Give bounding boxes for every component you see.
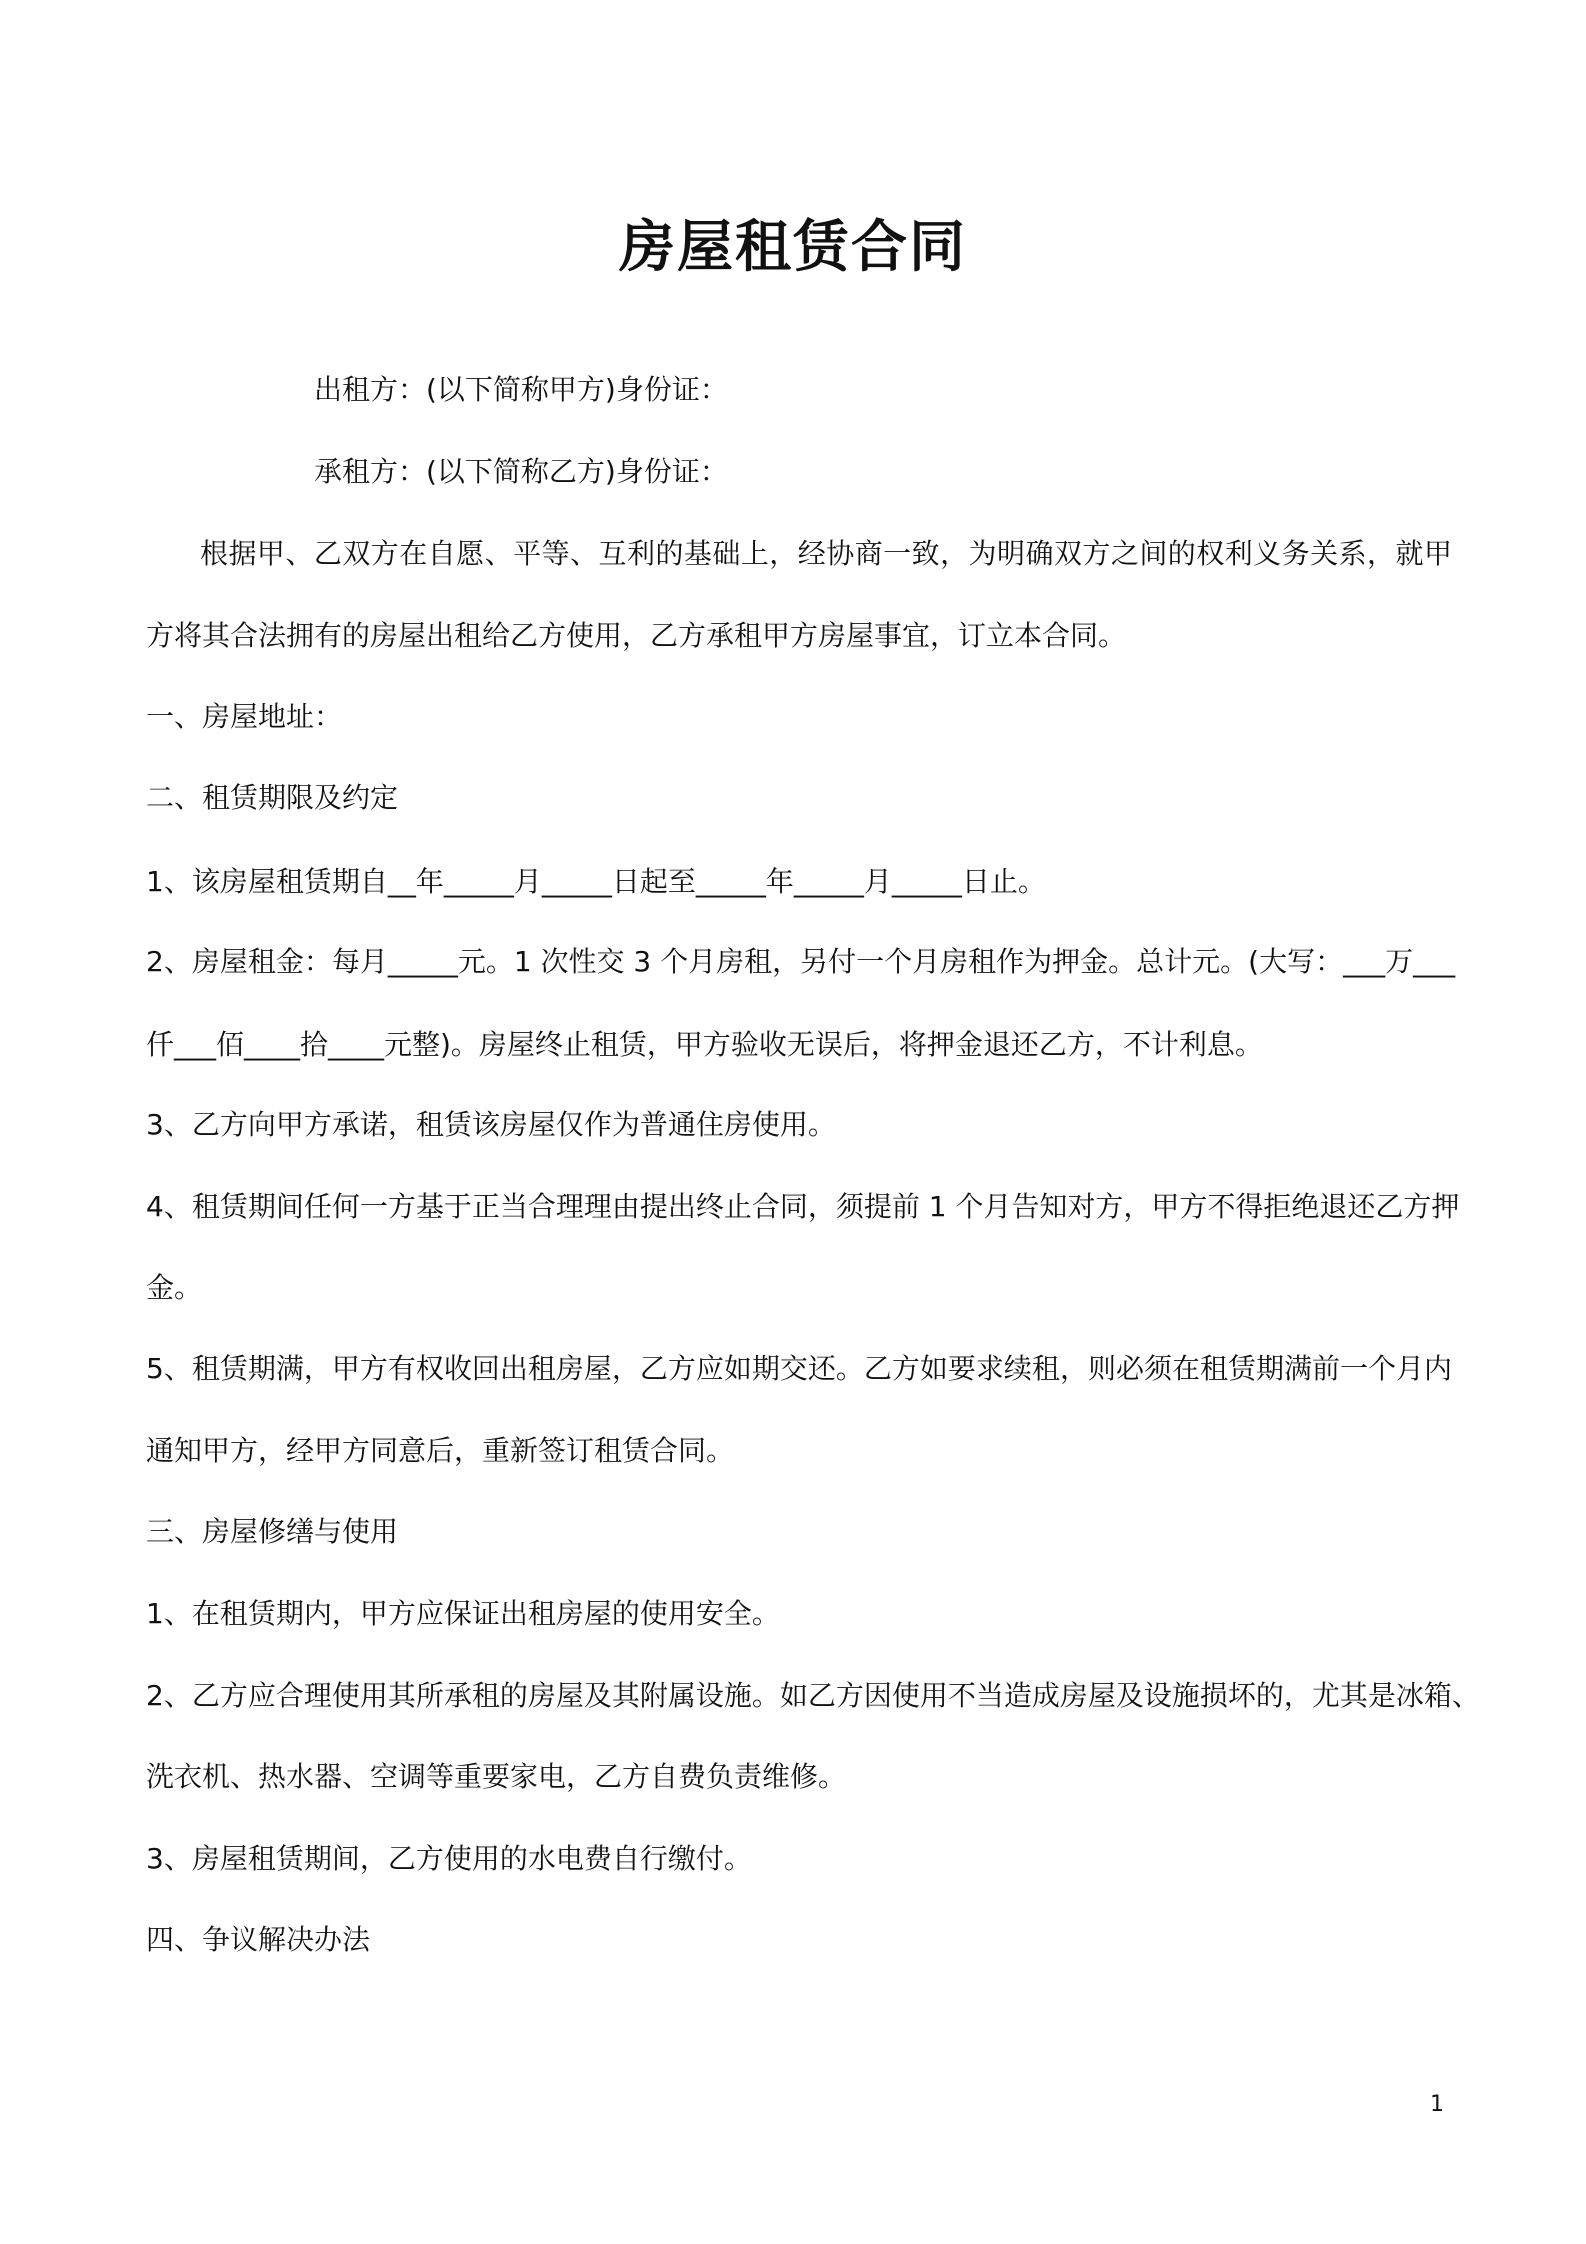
intro-paragraph-line-1: 根据甲、乙双方在自愿、平等、互利的基础上，经协商一致，为明确双方之间的权利义务关系，就甲 — [200, 537, 1452, 570]
section-3-item-3: 3、房屋租赁期间，乙方使用的水电费自行缴付。 — [146, 1842, 752, 1875]
section-3-item-2-line-2: 洗衣机、热水器、空调等重要家电，乙方自费负责维修。 — [146, 1760, 847, 1793]
section-2-item-4-line-1: 4、租赁期间任何一方基于正当合理理由提出终止合同，须提前 1 个月告知对方，甲方不得拒绝退还乙方押 — [146, 1190, 1460, 1223]
section-2-item-5-line-1: 5、租赁期满，甲方有权收回出租房屋，乙方应如期交还。乙方如要求续租，则必须在租赁期满前一个月内 — [146, 1352, 1452, 1385]
section-2-item-3: 3、乙方向甲方承诺，租赁该房屋仅作为普通住房使用。 — [146, 1108, 836, 1141]
section-3-heading: 三、房屋修缮与使用 — [146, 1515, 399, 1548]
document-title: 房屋租赁合同 — [619, 215, 967, 280]
section-3-item-1: 1、在租赁期内，甲方应保证出租房屋的使用安全。 — [146, 1597, 780, 1630]
lessor-line: 出租方：(以下简称甲方)身份证： — [314, 373, 728, 406]
section-4-heading: 四、争议解决办法 — [146, 1923, 371, 1956]
section-2-item-2-line-2: 仟___佰____拾____元整)。房屋终止租赁，甲方验收无误后，将押金退还乙方，不计利息。 — [146, 1028, 1263, 1061]
intro-paragraph-line-2: 方将其合法拥有的房屋出租给乙方使用，乙方承租甲方房屋事宜，订立本合同。 — [146, 619, 1127, 652]
section-2-item-1: 1、该房屋租赁期自__年_____月_____日起至_____年_____月_____日止。 — [146, 865, 1046, 898]
section-3-item-2-line-1: 2、乙方应合理使用其所承租的房屋及其附属设施。如乙方因使用不当造成房屋及设施损坏的，尤其是冰箱、 — [146, 1679, 1480, 1712]
page-number: 1 — [1430, 2092, 1444, 2117]
lessee-line: 承租方：(以下简称乙方)身份证： — [314, 455, 728, 488]
section-2-item-5-line-2: 通知甲方，经甲方同意后，重新签订租赁合同。 — [146, 1434, 735, 1467]
section-2-item-2-line-1: 2、房屋租金：每月_____元。1 次性交 3 个月房租，另付一个月房租作为押金。总计元。(大写：___万___ — [146, 945, 1456, 978]
section-2-item-4-line-2: 金。 — [146, 1271, 203, 1304]
section-1-heading: 一、房屋地址： — [146, 700, 343, 733]
section-2-heading: 二、租赁期限及约定 — [146, 781, 399, 814]
